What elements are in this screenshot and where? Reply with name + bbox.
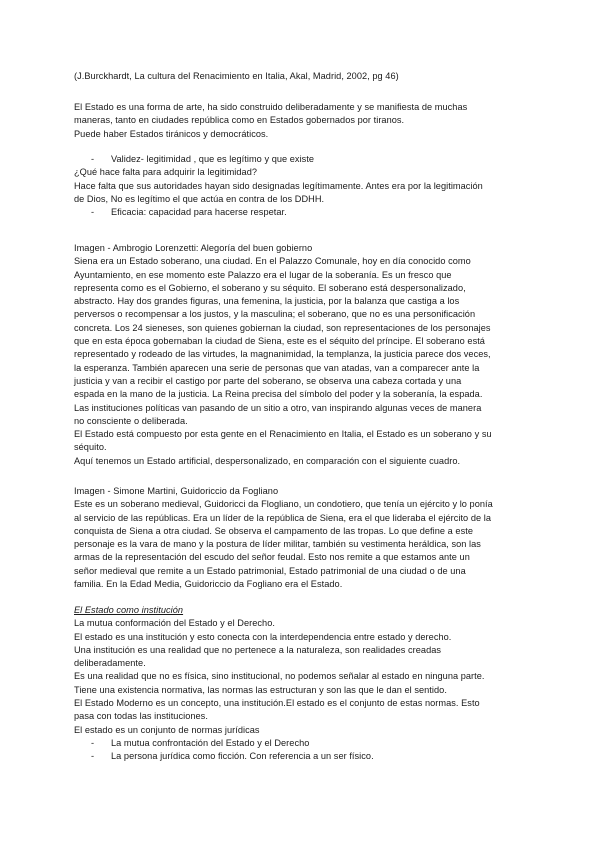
lorenzetti-line: Ayuntamiento, en ese momento este Palazzo era el lugar de la soberanía. Es un fresco que	[74, 269, 452, 280]
bullet-persona-juridica	[74, 750, 534, 763]
bullet-eficacia	[74, 206, 534, 219]
lorenzetti-line: Aquí tenemos un Estado artificial, despersonalizado, en comparación con el siguiente cuadro.	[74, 455, 461, 466]
bullet-text: La mutua confrontación del Estado y el Derecho	[111, 737, 310, 748]
citation-block	[74, 70, 534, 83]
lorenzetti-line: Siena era un Estado soberano, una ciudad. En el Palazzo Comunale, hoy en día conocido como	[74, 256, 471, 267]
martini-line: conquista de Siena a otra ciudad. Se observa el campamento de las tropas. Lo que define a este	[74, 525, 473, 536]
bullet-dash: -	[91, 751, 95, 762]
legitimacy-answer-line: Hace falta que sus autoridades hayan sido designadas legítimamente. Antes era por la legitimación	[74, 180, 483, 191]
intro-line: Puede haber Estados tiránicos y democráticos.	[74, 128, 269, 139]
lorenzetti-line: que en esta época gobernaban la ciudad de Siena, este es el séquito del príncipe. El soberano está	[74, 336, 485, 347]
bullet-text: Eficacia: capacidad para hacerse respetar.	[111, 207, 287, 218]
institucion-line: El Estado Moderno es un concepto, una institución.El estado es el conjunto de estas normas. Esto	[74, 698, 480, 709]
lorenzetti-title: Imagen - Ambrogio Lorenzetti: Alegoría del buen gobierno	[74, 243, 313, 253]
lorenzetti-section	[74, 242, 534, 468]
martini-line: armas de la representación del escudo del señor feudal. Esto nos remite a que estamos ante un	[74, 552, 470, 563]
bullet-confrontacion	[74, 737, 534, 750]
intro-line: maneras, tanto en ciudades república como en Estados gobernados por tiranos.	[74, 115, 405, 126]
institucion-line: deliberadamente.	[74, 658, 146, 669]
legitimacy-section	[74, 153, 534, 219]
martini-section	[74, 485, 534, 591]
lorenzetti-line: concreta. Los 24 sieneses, son quienes gobiernan la ciudad, son representaciones de los personajes	[74, 322, 491, 333]
institucion-line: La mutua conformación del Estado y el Derecho.	[74, 618, 275, 629]
martini-line: al servicio de las repúblicas. Era un líder de la república de Siena, era el que lideraba el ejército de la	[74, 512, 491, 523]
institucion-line: Es una realidad que no es física, sino institucional, no podemos señalar al estado en ninguna parte.	[74, 671, 485, 682]
intro-line: El Estado es una forma de arte, ha sido construido deliberadamente y se manifiesta de muchas	[74, 102, 468, 112]
institucion-section	[74, 604, 534, 764]
legitimacy-answer-line: de Dios, No es legítimo el que actúa en contra de los DDHH.	[74, 193, 325, 204]
legitimacy-question: ¿Qué hace falta para adquirir la legitimidad?	[74, 167, 258, 178]
lorenzetti-line: justicia y van a recibir el castigo por parte del soberano, se observa una cabeza cortada y una	[74, 375, 462, 386]
martini-line: personaje es la vara de mano y la postura de líder militar, también su vestimenta heráldica, son las	[74, 539, 481, 550]
institucion-line: Tiene una existencia normativa, las normas las estructuran y son las que le dan el sentido.	[74, 684, 447, 695]
martini-line: señor medieval que remite a un Estado patrimonial, Estado patrimonial de una ciudad o de una	[74, 565, 466, 576]
lorenzetti-line: perversos o recompensar a los justos, y la masculina; el soberano, que no es una personificación	[74, 309, 476, 320]
intro-paragraph	[74, 101, 534, 141]
institucion-line: El estado es un conjunto de normas jurídicas	[74, 724, 260, 735]
lorenzetti-line: El Estado está compuesto por esta gente en el Renacimiento en Italia, el Estado es un soberano y su	[74, 429, 492, 440]
lorenzetti-line: espada en la mano de la justicia. La Reina precisa del símbolo del poder y la soberanía, la espada.	[74, 389, 483, 400]
lorenzetti-line: séquito.	[74, 442, 107, 453]
martini-title: Imagen - Simone Martini, Guidoriccio da Fogliano	[74, 486, 279, 496]
martini-line: familia. En la Edad Media, Guidoriccio da Fogliano era el Estado.	[74, 579, 343, 590]
bullet-dash: -	[91, 154, 95, 164]
institucion-line: pasa con todas las instituciones.	[74, 711, 208, 722]
lorenzetti-line: representa como es el Gobierno, el soberano y su séquito. El soberano está despersonalizado,	[74, 282, 466, 293]
lorenzetti-line: no consciente o deliberada.	[74, 415, 188, 426]
citation: (J.Burckhardt, La cultura del Renacimiento en Italia, Akal, Madrid, 2002, pg 46)	[74, 71, 399, 81]
bullet-validez	[74, 153, 534, 166]
bullet-dash: -	[91, 207, 95, 218]
bullet-text: Validez- legitimidad , que es legítimo y que existe	[111, 154, 315, 164]
lorenzetti-line: la esperanza. También aparecen una serie de personas que van atadas, van a comparecer ante la	[74, 362, 480, 373]
institucion-line: El estado es una institución y esto conecta con la interdependencia entre estado y derecho.	[74, 631, 452, 642]
martini-line: Este es un soberano medieval, Guidoricci da Flogliano, un condotiero, que tenía un ejército y lo ponía	[74, 499, 493, 510]
institucion-line: Una institución es una realidad que no pertenece a la naturaleza, son realidades creadas	[74, 644, 442, 655]
institucion-heading: El Estado como institución	[74, 605, 184, 615]
lorenzetti-line: representado y rodeado de las virtudes, la magnanimidad, la templanza, la justicia parece dos veces,	[74, 349, 491, 360]
lorenzetti-line: Las instituciones políticas van pasando de un sitio a otro, van inspirando algunas veces de manera	[74, 402, 482, 413]
lorenzetti-line: abstracto. Hay dos grandes figuras, una femenina, la justicia, por la balanza que castiga a los	[74, 296, 460, 307]
bullet-dash: -	[91, 737, 95, 748]
bullet-text: La persona jurídica como ficción. Con referencia a un ser físico.	[111, 751, 374, 762]
